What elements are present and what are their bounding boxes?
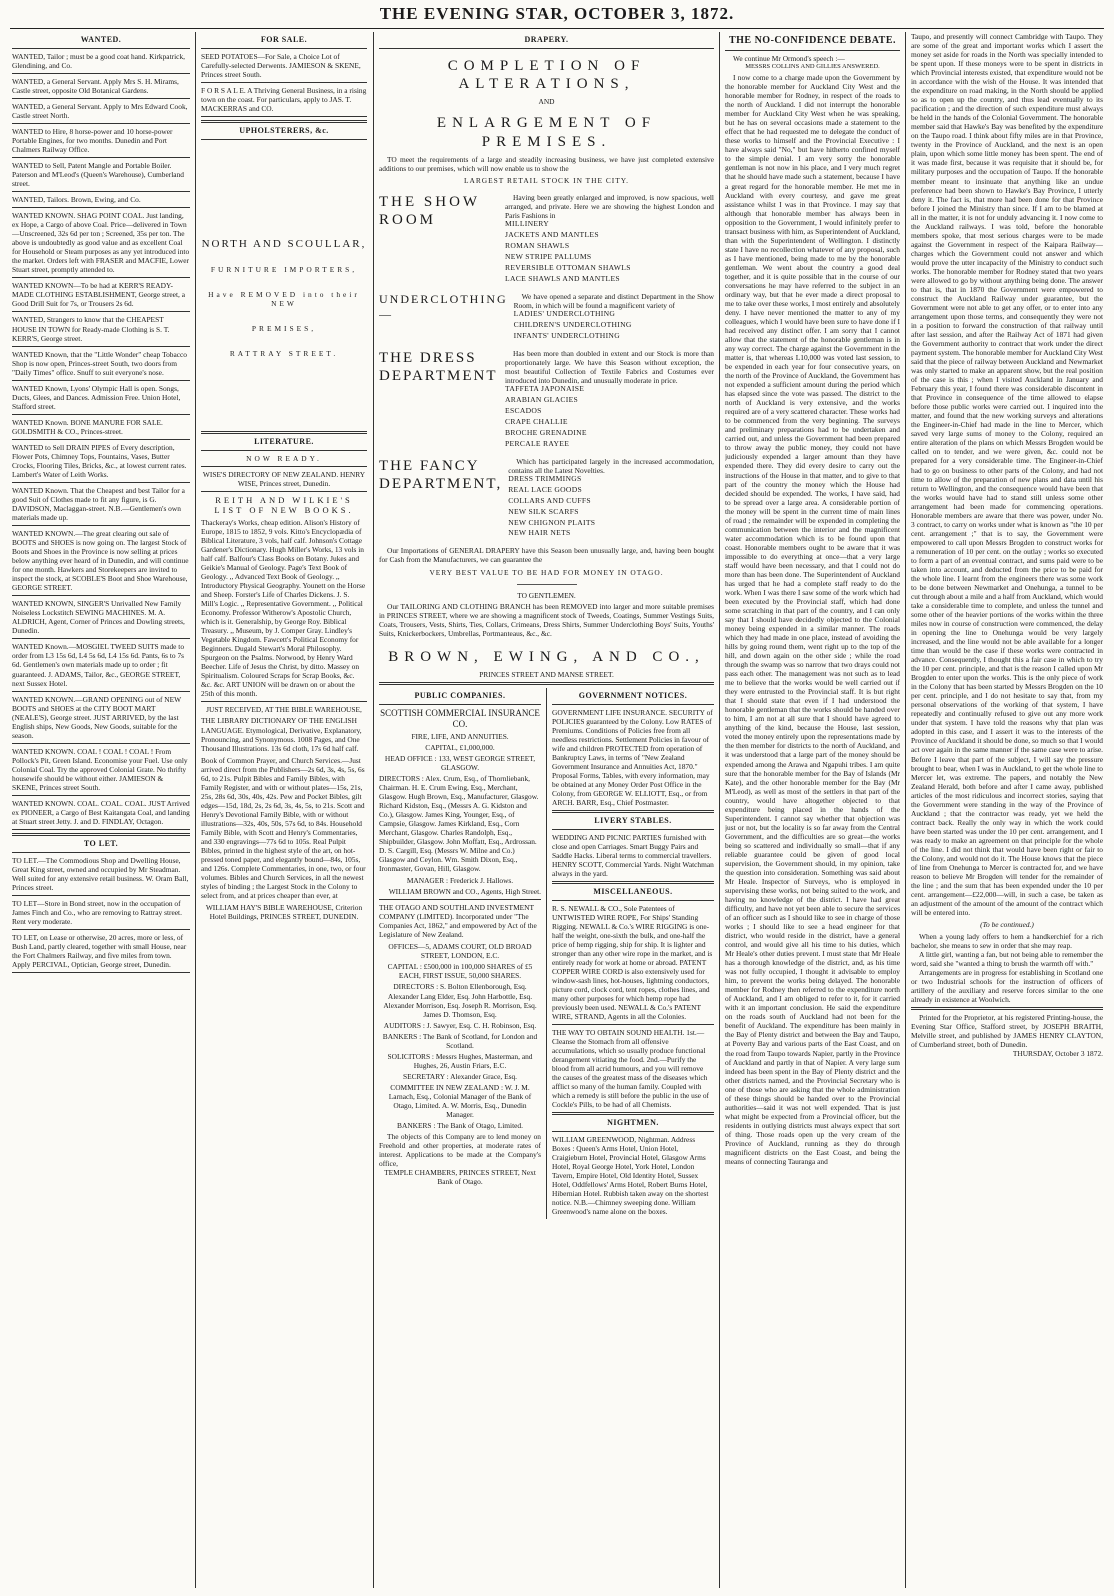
wanted-ad: WANTED, Tailor ; must be a good coat hand. Kirkpatrick, Glendining, and Co. (12, 51, 185, 70)
for-sale-ad: F O R S A L E. A Thriving General Business, in a rising town on the coast. For particulars, apply to JAS. T. MACKERRAS and CO. (201, 85, 367, 113)
list-item: ROMAN SHAWLS (505, 241, 570, 251)
for-sale-ad: SEED POTATOES—For Sale, a Choice Lot of Carefully-selected Derwents. JAMIESON & SKENE, Princes street South. (201, 51, 361, 79)
list-item: REAL LACE GOODS (508, 484, 583, 494)
divider (12, 207, 190, 208)
to-be-continued: (To be continued.) (980, 920, 1034, 930)
divider (12, 833, 190, 836)
divider (201, 120, 367, 123)
largest-stock: LARGEST RETAIL STOCK IN THE CITY. (463, 176, 630, 186)
article-body-continued: Taupo, and presently will connect Cambridge with Taupo. They are some of the great and important works which I assert the money set aside for roads in the North was specially intended to be spent upon. If these moneys were to be spent in districts in which Provincial interests existed, that expenditure would not be in accordance with the wish of the House. It was intended that the expenditure on road making, in the North should be applied so as to open up the country, and thus lead eventually to its pacification ; and the direction of such expenditure must always be held in the hands of the Colonial Government. The honorable member said that Hawke's Bay was benefited by the expenditure on the Taupo road. I think about fifty miles are in that Province, twenty in the Province of Auckland, and the next is an open plain, upon which some little money has been spent. The end of it was made first, because it was requisite that it should be, for military purposes and the occupation of Taupo. If the honorable member meant to insinuate that anything like an undue preference had been shown to Hawke's Bay Province, I utterly deny it. The fact is, that more had been done for that Province before I joined the Ministry than since. If I am to be blamed at all in the matter, it is not for unduly advancing it. I now come to the Auckland railways. I was told, before the honorable members spoke, that most serious charges were to be made against the Government in respect of the Kaipara Railway—charges which the Government could not answer and which would prove the utter incapacity of the Ministry to conduct such works. The honorable member for Rodney stated that two years were allowed to go by without anything being done. The answer to that is, that in 1870 the Government were empowered to construct the Auckland Railway under guarantee, but the Government were not able to get any offer, or to enter into any arrangement upon those terms, and consequently they were not in a position to forward the construction of that railway until after last session, and after the Railway Act of 1871 had given the Government authority to contract that work under the direct payment system. The honorable member for Auckland City West said that the piece of railway between Auckland and Newmarket was only started to make an apparent show, but the real position of the case is this ; when I visited Auckland in January and February this year, I found there was considerable discontent in that Province in consequence of the time allowed to elapse before those public works were carried out. I inquired into the matter, and found that the new working surveys and alterations the Engineer-in-Chief had made in the line to Mercer, which saved very large sums of money to the Colony, required an entire alteration of the plans on which Messrs Brogden would be called on to tender, and we were given, &c. could not be prepared for a very considerable time. The Engineer-in-Chief had to go on business to other parts of the Colony, and had not time to allow of the preparation of new plans and data until his return to Wellington, and the consequence would have been that the works would have had to stand still unless some other arrangement had been made for commencing operations. Honorable members are aware that there was power, under No. 3 contract, to carry on works under what is known as "the 10 per cent. arrangement ;" that is to say, the Government were empowered to call upon Messrs Brogden to construct works for a remuneration of 10 per cent. on the outlay ; works so executed to form a part of an eventual contract, and sums paid were to be taken into account, and deducted from the price to be paid for the whole line. I learnt from the engineers there was some work to be done between Newmarket and Onehunga, a tunnel to be cut through about a mile and a half from Auckland, which would take a considerable time to complete, and unless the tunnel and some other of the heavier portions of the works within the three miles now in course of construction were commenced, the delay in opening the line to Onehunga would be very largely increased, and the line would not be able available for a longer time than would be the case if these works were contracted in advance. Consequently, I thought this a fair case in which to try the 10 per cent. principle, and that is the reason I called upon Mr Brogden to enter upon the works. This is the only piece of work in the Colony that has been started by Messrs Brogden on the 10 per cent. principle, and I do not hesitate to say that, from my personal observations of the working of that system, I have repeatedly and continually refused to give out any more work under that system. I have told the reasons why that plan was adopted in this case, and I assert it was to the interests of the Province of Auckland it should be done, so much so that I would act over again in the same manner if the same case were to arise. Before I leave that part of the subject, I will say the pressure brought to bear, when I was in Auckland, to get the whole line to Mercer let, was extreme. The papers, and notably the New Zealand Herald, both before and after I came away, published articles of the most ridiculous and incorrect stories, saying that the Government were standing in the way of the Province of Auckland ; that the contractor was ready, yet we held the contract back. Really the only way in which the work could have been started was under the 10 per cent. arrangement, and I was ready to make an agreement on that principle for the whole of the line. I did not think that would have been right or fair to the Colony, and would not do it. The House knows that the piece of line from Onehunga to Mercer is contracted for, and we have reason to believe Mr Brogden will tender for the remainder of the line ; and the sum that has been expended under the 10 per cent. arrangement—£22,000—will, in such a case, be taken as an adjustment of the amount of the amount of the contract which will be entered into. (911, 32, 1103, 918)
advertiser-line: PREMISES, (251, 324, 317, 334)
section-heading: FOR SALE. (260, 35, 308, 44)
secretary: SECRETARY : Alexander Grace, Esq. (402, 1071, 518, 1081)
divider (12, 380, 190, 381)
reith-wilkie-heading: REITH AND WILKIE'S LIST OF NEW BOOKS. (214, 495, 354, 516)
insurance-capital: CAPITAL, £1,000,000. (425, 742, 495, 752)
auditors: AUDITORS : J. Sawyer, Esq. C. H. Robinson, Esq. (383, 1020, 537, 1030)
divider (12, 346, 190, 347)
divider (12, 829, 190, 830)
section-heading: PUBLIC COMPANIES. (414, 691, 506, 700)
objects-text: The objects of this Company are to lend money on Freehold and other properties, at moderate rates of interest. Applications to be made at the Company's office, (379, 1131, 541, 1169)
spacer (201, 143, 367, 238)
list-item: MILLINERY (505, 219, 550, 229)
list-item: NEW SILK SCARFS (508, 506, 579, 516)
now-ready: NOW READY. (246, 454, 322, 463)
section-heading: LITERATURE. (254, 437, 314, 447)
list-item: BROCHE GRENADINE (505, 427, 587, 437)
show-room-title: THE SHOW ROOM (379, 194, 480, 229)
wanted-ad: WANTED Known, Lyons' Olympic Hall is open. Songs, Ducts, Glees, and Dances. Admission Free. Union Hotel, Stafford street. (12, 383, 181, 411)
list-item: COLLARS AND CUFFS (508, 495, 591, 505)
wanted-ad: WANTED, Strangers to know that the CHEAPEST HOUSE IN TOWN for Ready-made Clothing is S. T. KERR'S, George street. (12, 315, 170, 343)
divider (12, 439, 190, 440)
underclothing-items (514, 310, 714, 341)
wanted-ad: WANTED Known.—MOSGIEL TWEED SUITS made to order from L3 15s 6d, L4 5s 6d, L4 15s 6d. Pants, 6s to 7s 6d. Gentlemen's own materials made up to order ; fit guaranteed. J. ADAMS, Tailor, &c., GEORGE STREET, next Sussex Hotel. (12, 642, 185, 688)
bankers-nz: BANKERS : The Bank of Otago, Limited. (397, 1120, 523, 1130)
divider (201, 82, 367, 83)
wanted-ad: WANTED KNOWN.—GRAND OPENING out of NEW BOOTS and SHOES at the CITY BOOT MART (NEALE'S), George street. JUST ARRIVED, by the last English ships, New Goods, New Goods, suitable for the season. (12, 694, 182, 740)
list-item: DRESS TRIMMINGS (508, 473, 582, 483)
directors-list: DIRECTORS : Alex. Crum, Esq., of Thornliebank, Chairman. H. E. Crum Ewing, Esq., Merchant, Glasgow. Hugh Brown, Esq., Manufacturer, Glasgow. Richard Kidston, Esq., (Messrs A. G. Kidston and Co.), Glasgow. James King, Younger, Esq., of Campsie, Glasgow. James Kirkland, Esq., Corn Merchant, Glasgow. Charles Randolph, Esq., Shipbuilder, Glasgow. John Moffatt, Esq., Ardrossan. D. S. Cargill, Esq. (Messrs W. Milne and Co.) Glasgow and Ceylon. Wm. Smith Dixon, Esq., Ironmaster, Govan, Hill, Glasgow. (379, 773, 539, 874)
list-item: ESCADOS (505, 405, 542, 415)
underclothing-title: UNDERCLOTHING— (379, 291, 508, 321)
list-item: ARABIAN GLACIES (505, 394, 579, 404)
committee: COMMITTEE IN NEW ZEALAND : W. J. M. Larnach, Esq., Colonial Manager of the Bank of Otago, Limited. A. W. Morris, Esq., Dunedin Manager. (388, 1082, 532, 1119)
wanted-ad: WANTED, a General Servant. Apply to Mrs Edward Cook, Castle street North. (12, 101, 188, 120)
column-debate-continued (911, 32, 1103, 1588)
solicitors: SOLICITORS : Messrs Hughes, Masterman, and Hughes, 26, Austin Friars, E.C. (387, 1051, 533, 1070)
wanted-ad: WANTED KNOWN. COAL ! COAL ! COAL ! From Pollock's Pit, Green Island. Economise your Fuel. Use only Colonial Coal. Try the approved Colonial Grate. No thrifty housewife should be without either. JAMIESON & SKENE, Princes street South. (12, 746, 188, 792)
brown-ewing-name: BROWN, EWING, AND CO., (388, 648, 705, 665)
column-wanted (12, 32, 190, 1588)
section-heading: TO LET. (83, 838, 119, 848)
fancy-text: Which has participated largely in the increased accommodation, contains all the Latest Novelties. (508, 456, 714, 475)
divider (12, 691, 190, 692)
wanted-ad: WANTED Known, that the "Little Wonder" cheap Tobacco Shop is now open, Princes-street South, two doors from "Daily Times" office. Snuff to suit everyone's nose. (12, 349, 187, 377)
divider (201, 431, 367, 434)
divider (12, 98, 190, 99)
divider (12, 311, 190, 312)
divider (12, 48, 190, 49)
show-room-text: Having been greatly enlarged and improved, is now spacious, well arranged, and private. Here we are showing the highest London and Paris Fashions in (505, 193, 714, 221)
underclothing-section (379, 292, 714, 343)
divider (12, 972, 190, 973)
dress-title: THE DRESS DEPARTMENT (379, 349, 498, 385)
bibles-list: Book of Common Prayer, and Church Services.—Just arrived direct from the Publishers—2s 6d, 3s, 4s, 5s, 6s 6d, to 21s. Pulpit Bibles and Family Bibles, with Family Register, and with or without plates—15s, 21s, 25s, 28s 6d, 30s, 40s, 42s. Pew and Pocket Bibles, gilt edges—15d, 18d, 2s, 2s 6d, 3s, 4s, 5s, to 21s. Scott and Henry's Devotional Family Bible, with or without illustrations—32s, 40s, 50s, 57s 6d, to 84s. Household Family Bible, with Scott and Henry's Commentaries, and 330 engravings—77s 6d to 105s. Real Pulpit Bibles, printed in the highest style of the art, on hot-pressed toned paper, and elegantly bound—84s, 105s, and 126s. Complete Commentaries, in one, two, or four volumes. Bibles and Church Services, in all the newest styles of binding ; the Largest Stock in the Colony to select from, and at prices cheaper than ever, at (201, 755, 366, 901)
library-dictionary-ad: THE LIBRARY DICTIONARY OF THE ENGLISH LANGUAGE. Etymological, Derivative, Explanatory, Pronouncing, and Synonymous. 1008 Pages, and One Thousand Illustrations. 13s 6d cloth, 17s 6d half calf. (201, 716, 362, 753)
government-notices-column (546, 688, 714, 1219)
drapery-headline: COMPLETION OF ALTERATIONS, (447, 57, 646, 93)
list-item: NEW CHIGNON PLAITS (508, 517, 596, 527)
section-heading: GOVERNMENT NOTICES. (578, 691, 688, 700)
divider (12, 277, 190, 278)
brown-ewing-address: PRINCES STREET AND MANSE STREET. (479, 669, 614, 679)
wanted-ad: WANTED to Sell, Patent Mangle and Portable Boiler. Paterson and M'Leod's (Queen's Warehouse), Cumberland street. (12, 161, 184, 189)
headline-and: AND (538, 97, 555, 107)
advertiser-line: Have REMOVED into their NEW (208, 290, 360, 309)
divider (12, 852, 190, 853)
divider (201, 116, 367, 117)
wanted-ad: WANTED KNOWN, SINGER'S Unrivalled New Family Noiseless Lockstitch SEWING MACHINES. M. A. ALDRICH, Agent, Corner of Princes and Dowling streets, Dunedin. (12, 599, 185, 636)
column-rule (195, 32, 196, 1588)
wanted-ads (12, 52, 190, 830)
dress-items (505, 385, 714, 449)
underclothing-text: We have opened a separate and distinct Department in the Show Room, in which will be found a magnificent variety of (513, 291, 714, 310)
government-life-ad: GOVERNMENT LIFE INSURANCE. SECURITY of POLICIES guaranteed by the Colony. Low RATES of Premiums. Conditions of Policies free from all needless restrictions. Settlement Policies in favour of wife and children PROTECTED from operation of Bankruptcy Laws, in terms of "New Zealand Government Insurance and Annuities Act, 1870." Proposal Forms, Tables, with every information, may be obtained at any Money Order Post Office in the Colony, from GEORGE W. ELLIOTT, Esq., or from ARCH. BARR, Esq., Chief Postmaster. (552, 707, 713, 808)
best-value: VERY BEST VALUE TO BE HAD FOR MONEY IN OTAGO. (429, 568, 664, 578)
column-rule (719, 32, 720, 1588)
advertiser-line: FURNITURE IMPORTERS, (210, 265, 358, 275)
wanted-ad: WANTED to Hire, 8 horse-power and 10 horse-power Portable Engines, for two months. Dunedin and Port Chalmers Railway Office. (12, 126, 173, 154)
fancy-section (379, 457, 714, 541)
bankers: BANKERS : The Bank of Scotland, for London and Scotland. (382, 1031, 538, 1050)
column-debate (725, 32, 900, 1588)
head-office: HEAD OFFICE : 133, WEST GEORGE STREET, GLASGOW. (384, 753, 536, 772)
short-notes (911, 932, 1103, 1004)
manager: MANAGER : Frederick J. Hallows. (406, 876, 514, 886)
wanted-ad: WANTED to Sell DRAIN PIPES of Every description, Flower Pots, Chimney Tops, Fountains, Vases, Butter Crocks, Flooring Tiles, Bricks, &c., at lowest current rates. Lambert's Water of Leith Works. (12, 442, 187, 479)
to-let-ads (12, 856, 190, 973)
column-rule (905, 32, 906, 1588)
health-ad: THE WAY TO OBTAIN SOUND HEALTH. 1st.—Cleanse the Stomach from all offensive accumulations, which so usually produce functional derangement vitiating the food. 2nd.—Purify the blood from all acrid humours, and you will remove the causes of the greatest mass of the diseases which afflict so many of the human family. Coupled with which a remedy is still before the public in the use of Cockle's Pills, to be had of all Chemists. (552, 1028, 710, 1110)
show-room-section (379, 193, 714, 286)
lower-drapery-columns (379, 688, 714, 1219)
divider (12, 482, 190, 483)
article-intro: We continue Mr Ormond's speech :— (733, 54, 845, 64)
wanted-ad: WANTED, a General Servant. Apply Mrs S. H. Mirams, Castle street, opposite Old Botanical Gardens. (12, 76, 179, 95)
fancy-items (508, 475, 714, 539)
importations-text: Our Importations of GENERAL DRAPERY have this Season been unusually large, and, having been bought for Cash from the Manufacturers, we can guarantee the (379, 546, 714, 565)
issue-date: THURSDAY, October 3 1872. (1012, 1049, 1103, 1059)
agents: WILLIAM BROWN and CO., Agents, High Street. (388, 887, 541, 897)
wanted-ad: WANTED KNOWN. COAL. COAL. COAL. JUST Arrived ex PIONEER, a Cargo of Best Kaitangata Coal, and landing at Stuart street Jetty. J. and D. FINDLAY, Octagon. (12, 798, 190, 826)
newall-wire-ad: R. S. NEWALL & CO., Sole Patentees of UNTWISTED WIRE ROPE, For Ships' Standing Rigging. NEWALL & Co.'s WIRE RIGGING is one-half the weight, one-sixth the bulk, and one-half the price of hemp rigging, ship for ship. It is lighter and stronger than any other wire rope in the market, and is entirely ready for work at home or abroad. PATENT COPPER WIRE CORD is also extensively used for window-sash lines, hot-houses, lightning conductors, picture cord, clock cord, tent ropes, clothes lines, and many other purposes for which hemp rope had previously been used. NEWALL & Co.'s PATENT WIRE, STRAND, Agents in all the Colonies. (552, 903, 713, 1022)
wanted-ad: WANTED KNOWN. SHAG POINT COAL. Just landing, ex Hope, a Cargo of above Coal. Price—delivered in Town—Unscreened, 32s 6d per ton ; Screened, 35s per ton. The above is undoubtedly as good value and as excellent Coal for Household or Steam purposes as any yet introduced into the market. Orders left with FRASER and MACFIE, Lower Stuart street, promptly attended to. (12, 211, 190, 275)
just-received: JUST RECEIVED, AT THE BIBLE WAREHOUSE, (206, 705, 362, 715)
article-body: I now come to a charge made upon the Government by the honorable member for Auckland City West and the honorable member for Rodney, in respect of the roads to the north of Auckland. I did not interrupt the honorable member for Auckland City West when he was speaking, but he has on several occasions made a statement to the effect that he had requested me to delegate the conduct of these works to himself and the Provincial Executive : I have always said "No," but have hitherto confined myself to the simple denial. I am very sorry the honorable gentleman is not now in his place, and I very much regret that he should have made such a statement, because I have a great regard for the honorable member. He met me in Auckland with every courtesy, and gave me great assistance whilst I was in that Province. I may say that although that honorable member has always been in opposition to the Government, I would infinitely prefer to transact business with him, as Superintendent of Auckland, than with the Superintendent of Wellington. I distinctly state I have no recollection whatever of any proposal, such as I have mentioned, being made to me by the honorable gentleman. We went about the country a good deal together, and it is quite possible that in the course of our conversations he may have referred to the subject in an ordinary way, but that he ever made a direct proposal to me to take over these works, I most entirely and absolutely deny. I have never mentioned the matter to any of my colleagues, which I would have been sure to have done if I had received any distinct offer. I am sorry that I cannot allow that the statement of the honorable gentleman is in any way correct. The charge against the Government in the matter is, that whereas L10,000 was voted last session, to be expended in each year for four consecutive years, on the north of the Province of Auckland, the Government has not expended a sufficient amount during the period which has elapsed since the vote was passed. The district to the north of Auckland is very extensive, and the works required are of a very scattered character. These works had to be commenced from the very beginning. The surveys and preliminary preparations had to be undertaken and carried out, and unless the Government had been prepared to throw away the public money, they could not have judiciously expended a larger amount than they have expended there. They did every desire to carry out the instructions of the House in that matter, and to give to that part of the country the money which the House had decided should be expended. The works, I have said, had to be spread over a large area. A considerable portion of the money will be spent in the current time of main lines of road ; the remainder will be expended in completing the communication between the interior and the magnificent water accommodation which is to be found upon that coast. Honorable members ought to be aware that it was impossible to do everything at once—that a very large staff would have been necessary, and that I could not do more than has been done. The Superintendent of Auckland has urged that he had a complete staff ready to do the work. When I was there I saw some of the work which had been executed by the Provincial staff, which had done some scratching in that part of the country, and I can only say that I should have decidedly objected to the Colonial money being expended in a similar manner. The roads which they had made in one place, instead of avoiding the hills by going round them, went right up to the top of the hill, and down again on the other side ; while the road through the swamp was so narrow that two drays could not pass each other. The management was not such as to lead me to believe that the works would be well carried out if they were entrusted to the Provincial staff. It is but right that I should state that even if I had understood the honorable gentleman that the works should be handed over to him, I am not at all sure that I should have agreed to anything of the kind, because the House, last session, voted the money entirely upon the representations made by the then member for districts to the north of Auckland, and it was understood that a large part of the money should be expended among the Arawa and Ngapuhi tribes. I am quite sure that the honorable member for the Bay of Islands (Mr Kate), and the other honorable member for the Bay (Mr M'Leod), as well as most of the settlers in that part of the country, would have altogether objected to that expenditure being placed in the hands of the Superintendent. I cannot say whether that objection was just or not, but the locality is so far away from the Central Government, and the difficulties are so great—the works being so scattered and individually so small—that if any reliable guarantee could be given of good local supervision, the Government should, in my opinion, take the question into consideration. Something was said about Mr Heale. Inspector of Surveys, who is employed in supervising these works, not being suited to the work, and having no knowledge of the district. I have had great difficulty, and have not yet been able to secure the services of an officer such as I should like to see in charge of those works ; I should like to see a head engineer for that district, who would reside in the district, have a general control, and would give all his time to his duties, which Mr Heale's other duties prevent. I must state that Mr Heale has a thorough knowledge of the district, and, as his time was not fully occupied, I thought it advisable to employ him, to prevent the works being delayed. The honorable member for Rodney then referred to the expenditure north of Auckland, and I am obliged to refer to it, for it carried with it an important conclusion. He said the expenditure on the roads south of Auckland had not been for the benefit of Auckland. The expenditure has been mainly in the Bay of Plenty district and between the Bay and Taupo, at Poverty Bay and various parts of the East Coast, and on the road from Taupo towards Napier, partly in the Province of Auckland and partly in that of Napier. A very large sum indeed has been spent in the Bay of Plenty district and the other districts named, and the Provincial Secretary who is one of those who are asking that the whole administration of these things should be handed over to the Provincial authorities—said it was not well expended. That is just what might be expected from a Provincial officer, but the residents in outlying districts must always expect that sort of thing. Those roads open up the very cream of the Province of Auckland, running as they do through magnificent districts on the East Coast, and being the means of connecting Tauranga and (725, 73, 900, 1166)
section-heading: LIVERY STABLES. (594, 816, 672, 826)
divider (12, 73, 190, 74)
divider (201, 139, 367, 140)
column-drapery (379, 32, 714, 1588)
to-let-ad: TO LET—Store in Bond street, now in the occupation of James Finch and Co., who are removing to Rattray street. Rent very moderate. (12, 898, 182, 926)
divider (12, 795, 190, 796)
list-item: NEW HAIR NETS (508, 528, 571, 538)
offices: OFFICES—5, ADAMS COURT, OLD BROAD STREET, LONDON, E.C. (388, 942, 532, 961)
section-heading: MISCELLANEOUS. (593, 887, 673, 896)
capital-shares: CAPITAL : £500,000 in 100,000 SHARES of £5 EACH, FIRST ISSUE, 50,000 SHARES. (387, 962, 533, 981)
list-item: JACKETS AND MANTLES (505, 230, 599, 240)
article-heading: THE NO-CONFIDENCE DEBATE. (728, 35, 897, 46)
divider (12, 123, 190, 124)
divider (12, 157, 190, 158)
show-room-items (505, 220, 714, 284)
wanted-ad: WANTED Known. BONE MANURE FOR SALE. GOLDSMITH & CO., Princes-street. (12, 417, 163, 436)
to-let-ad: TO LET, on Lease or otherwise, 20 acres, more or less, of Bush Land, partly cleared, together with small House, near the Fort Chalmers Railway, and five miles from town. Apply PERCIVAL, Optician, George street, Dunedin. (12, 932, 187, 970)
intro-text: TO meet the requirements of a large and steadily increasing business, we have just completed extensive additions to our premises, which will now enable us to show the (379, 154, 714, 173)
list-item: INFANTS' UNDERCLOTHING (513, 330, 620, 340)
divider (201, 48, 367, 49)
wanted-ad: WANTED KNOWN.—The great clearing out sale of BOOTS and SHOES is now going on. The largest Stock of Boots and Shoes in the Province is now selling at prices below anything ever heard of in Dunedin, and will continue for one month. Hawkers and Storekeepers are invited to inspect the stock, at SCOBLE'S Boot and Shoe Warehouse, GEORGE STREET. (12, 529, 189, 593)
nightmen-ad: WILLIAM GREENWOOD, Nightman. Address Boxes : Queen's Arms Hotel, Union Hotel, Craigieburn Hotel, Provincial Hotel, Glasgow Arms Hotel, Royal George Hotel, York Hotel, London Tavern, Empire Hotel, Old Identity Hotel, Sussex Hotel, Oddfellows' Arms Hotel, Robert Burns Hotel, Hibernian Hotel. Rubbish taken away on the shortest notice. N.B.—Chimney sweeping done. William Greenwood's name alone on the boxes. (552, 1135, 709, 1217)
section-heading: UPHOLSTERERS, &c. (239, 125, 329, 135)
divider (201, 450, 367, 451)
list-item: PERCALE RAYEE (505, 438, 570, 448)
short-note: A little girl, wanting a fan, but not being able to remember the word, said she "wanted a thing to brush the warmth off with." (911, 950, 1103, 969)
fancy-title: THE FANCY DEPARTMENT, (379, 457, 503, 492)
printer-imprint: Printed for the Proprietor, at his registered Printing-house, the Evening Star Office, Stafford street, by JOSEPH BRAITH, Melville street, and published by JAMES HENRY CLAYTON, of Cumberland street, both of Dunedin. (911, 1013, 1103, 1050)
divider (379, 682, 714, 685)
short-note: Arrangements are in progress for establishing in Scotland one or two Industrial schools for the instruction of officers of artillery of the auxiliary and reserve forces similar to the one already in existence at Woolwich. (911, 968, 1103, 1005)
divider (12, 191, 190, 192)
short-note: When a young lady offers to hem a handkerchief for a rich bachelor, she means to sew in order that she may reap. (911, 932, 1103, 951)
to-gentlemen: TO GENTLEMEN. (517, 590, 576, 600)
drapery-headline: ENLARGEMENT OF PREMISES. (436, 115, 657, 150)
divider (12, 525, 190, 526)
list-item: LADIES' UNDERCLOTHING (513, 308, 616, 318)
list-item: REVERSIBLE OTTOMAN SHAWLS (505, 262, 631, 272)
tailoring-text: Our TAILORING AND CLOTHING BRANCH has been REMOVED into larger and more suitable premises in PRINCES STREET, where we are showing a magnificent stock of Tweeds, Coatings, Summer Vestings Suits, Coats, Trousers, Vests, Shirts, Ties, Collars, Crimeans, Dress Shirts, Summer Underclothing Boys' Suits, Youths' Suits, Knickerbockers, Umbrellas, Portmanteaus, &c., &c. (379, 601, 714, 638)
divider (12, 414, 190, 415)
section-heading: DRAPERY. (524, 35, 569, 44)
livery-ad: WEDDING AND PICNIC PARTIES furnished with close and open Carriages. Smart Buggy Pairs and Saddle Hacks. Liberal terms to commercial travellers. HENRY SCOTT, Commercial Yards. Night Watchman always in the yard. (552, 832, 714, 878)
section-heading: NIGHTMEN. (607, 1118, 659, 1128)
divider (12, 743, 190, 744)
divider (12, 638, 190, 639)
divider (12, 929, 190, 930)
wanted-ad: WANTED Known. That the Cheapest and best Tailor for a good Suit of Clothes made to fit any figure, is G. DAVIDSON, Maclaggan-street. N.B.—Gentlemen's own materials made up. (12, 485, 185, 523)
top-rule (10, 28, 1104, 29)
otago-southland-ad: THE OTAGO AND SOUTHLAND INVESTMENT COMPANY (LIMITED). Incorporated under "The Companies Act, 1862," and empowered by Act of the Legislature of New Zealand. (379, 903, 537, 940)
list-item: TAFFETA JAPONAISE (505, 383, 585, 393)
list-item: LACE SHAWLS AND MANTLES (505, 273, 620, 283)
divider (12, 895, 190, 896)
list-item: CHILDREN'S UNDERCLOTHING (513, 319, 632, 329)
dress-section (379, 349, 714, 451)
masthead: THE EVENING STAR, OCTOBER 3, 1872. (379, 4, 735, 23)
book-list: Thackeray's Works, cheap edition. Alison's History of Europe, 1815 to 1852, 9 vols. Kitto's Encyclopædia of Biblical Literature, 3 vols, half calf. Johnson's Cottage Gardener's Dictionary. Hugh Miller's Works, 13 vols in half calf. Balfour's Class Books on Botany. Jukes and Geikie's Manual of Geology. Page's Text Book of Geology. ,, Advanced Text Book of Geology. ,, Introductory Physical Geography. Younett on the Horse and Sheep. Forster's Life of Charles Dickens. J. S. Mill's Logic. ,, Representative Government. ,, Political Economy. Professor Witherow's Apostolic Church, which is it. Generalship, by George Roy. Biblical Treasury. ,, Museum, by J. Comper Gray. Lindley's Vegetable Kingdom. Fawcett's Political Economy for Beginners. Dugald Stewart's Moral Philosophy. Spurgeon on the Psalms. Norwood, by Henry Ward Beecher. Life of Jesus the Christ, by ditto. Massey on Spiritualism. Coloured Scraps for Scrap Books, &c. &c. &c. ART UNION will be drawn on or about the 25th of this month. (201, 517, 366, 699)
to-let-ad: TO LET.—The Commodious Shop and Dwelling House, Great King street, owned and occupied by Mr Steadman. Well suited for any extensive retail business. W. Oram Ball, Princes street. (12, 855, 189, 892)
insurance-line: FIRE, LIFE, AND ANNUITIES. (411, 731, 509, 741)
column-for-sale (201, 32, 367, 1588)
public-companies-column (379, 688, 546, 1219)
divider (12, 595, 190, 596)
dress-text: Has been more than doubled in extent and our Stock is more than proportionately large. We have this Season without exception, the most beautiful Collection of Textile Fabrics and Costumes ever introduced into Dunedin, and unusually moderate in price. (505, 348, 714, 385)
wanted-ad: WANTED KNOWN—To be had at KERR'S READY-MADE CLOTHING ESTABLISHMENT, George street, a Good Drill Suit for 7s, or Trousers 2s 6d. (12, 281, 185, 309)
for-sale-ads (201, 52, 367, 117)
list-item: CRAPE CHALLIE (505, 416, 568, 426)
article-subheading: MESSRS COLLINS AND GILLIES ANSWERED. (745, 63, 880, 71)
advertiser-name: NORTH AND SCOULLAR, (201, 237, 367, 250)
hay-warehouse: WILLIAM HAY'S BIBLE WAREHOUSE, Criterion Hotel Buildings, PRINCES STREET, DUNEDIN. (205, 903, 363, 922)
column-rule (373, 32, 374, 1588)
directors-list-2: DIRECTORS : S. Bolton Ellenborough, Esq. Alexander Lang Elder, Esq. John Harbottle, Esq. Alexander Morrison, Esq. Joseph R. Morrison, Esq. James D. Thomson, Esq. (383, 982, 537, 1019)
wise-directory-ad: WISE'S DIRECTORY OF NEW ZEALAND. HENRY WISE, Princes street, Dunedin. (202, 470, 366, 489)
wanted-ad: WANTED, Tailors. Brown, Ewing, and Co. (12, 195, 141, 205)
section-heading: WANTED. (80, 35, 122, 44)
divider (379, 48, 714, 49)
scottish-insurance: SCOTTISH COMMERCIAL INSURANCE CO. (380, 707, 540, 729)
temple-chambers: TEMPLE CHAMBERS, PRINCES STREET, Next Bank of Otago. (384, 1168, 536, 1187)
advertiser-line: RATTRAY STREET. (229, 349, 339, 359)
list-item: NEW STRIPE PALLUMS (505, 252, 592, 262)
